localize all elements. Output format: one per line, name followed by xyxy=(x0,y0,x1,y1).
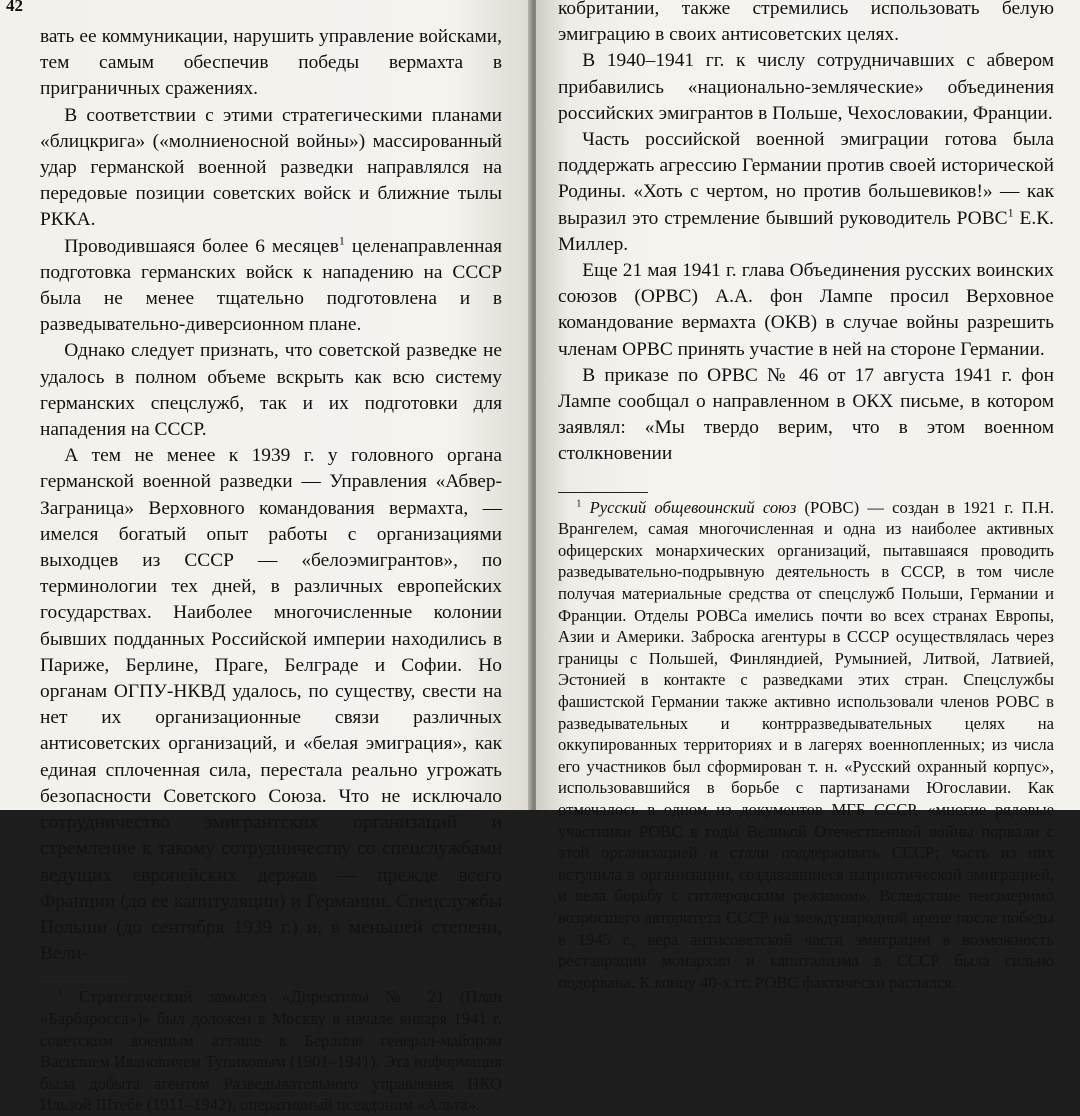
left-footnote xyxy=(40,986,502,1116)
page-number: 42 xyxy=(6,0,23,15)
paragraph xyxy=(558,127,1054,258)
left-body-text xyxy=(40,24,502,967)
paragraph: В приказе по ОРВС № 46 от 17 августа 1941 г. фон Лампе сообщал о направленном в ОКХ письме, в котором заявлял: «Мы твердо верим, что в этом военном столкновении xyxy=(558,364,1054,465)
footnote-marker: 1 xyxy=(576,498,582,510)
right-page xyxy=(536,0,1080,992)
paragraph-text: Е.К. Миллер. xyxy=(558,207,1054,255)
paragraph: вать ее коммуникации, нарушить управление войсками, тем самым обеспечив победы вермахта в приграничных сражениях. xyxy=(40,26,502,100)
footnote-marker: 1 xyxy=(58,987,64,999)
footnote-paragraph xyxy=(40,986,502,1116)
footnote-text: (РОВС) — создан в 1921 г. П.Н. Врангелем, самая многочисленная и одна из наиболее активных офицерских монархических организаций, пытавшаяся проводить разведывательно-подрывную деятельность в СССР, в том числе получая материальные средства от спецслужб Польши, Германии и Франции. Отделы РОВСа имелись почти во всех странах Европы, Азии и Америки. Заброска агентуры в СССР осуществлялась через границы с Польшей, Финляндией, Румынией, Литвой, Латвией, Эстонией в контакте с разведками этих стран. Спецслужбы фашистской Германии также активно использовали членов РОВС в разведывательных и контрразведывательных целях на оккупированных территориях и в лагерях военнопленных; из числа его участников был сформирован т. н. «Русский охранный корпус», использовавшийся в борьбе с партизанами Югославии. Как отмечалось в одном из документов МГБ СССР, «многие рядовые участники РОВС в годы Великой Отечественной войны порвали с этой организацией и стали поддерживать СССР; часть из них вступила в организации, создававшиеся патриотической эмиграцией, и вела борьбу с гитлеровским режимом». Вследствие неизмеримо возросшего авторитета СССР на международной арене после победы в 1945 г., вера антисоветской части эмиграции в возможность реставрации монархии и капитализма в СССР была сильно подорвана. К концу 40-х гг. РОВС фактически распался. xyxy=(558,497,1054,992)
paragraph: В соответствии с этими стратегическими планами «блицкрига» («молниеносной войны») массированный удар германской военной разведки направлялся на передовые позиции советских войск и ближние тылы РККА. xyxy=(40,104,502,231)
footnote-divider xyxy=(558,492,648,493)
footnote-ref[interactable]: 1 xyxy=(1007,205,1014,220)
footnote-title: Русский общевоинский союз xyxy=(589,497,797,517)
right-footnote xyxy=(558,497,1054,994)
paragraph-text: Часть российской военной эмиграции готова была поддержать агрессию Германии против своей исторической Родины. «Хоть с чертом, но против большевиков!» — как выразил это стремление бывший руководитель РОВС xyxy=(558,129,1054,229)
footnote-divider xyxy=(40,981,130,982)
paragraph: кобритании, также стремились использовать белую эмиграцию в своих антисоветских целях. xyxy=(558,0,1054,46)
footnote-paragraph xyxy=(558,497,1054,994)
paragraph: Еще 21 мая 1941 г. глава Объединения русских воинских союзов (ОРВС) А.А. фон Лампе просил Верховное командование вермахта (ОКВ) в случае войны разрешить членам ОРВС принять участие в ней на стороне Германии. xyxy=(558,260,1054,360)
footnote-ref[interactable]: 1 xyxy=(338,233,345,248)
left-page xyxy=(0,0,532,1115)
paragraph-text: целенаправленная подготовка германских войск к нападению на СССР была не менее тщательно подготовлена и в разведывательно-диверсионном плане. xyxy=(40,235,502,336)
paragraph: Однако следует признать, что советской разведке не удалось в полном объеме вскрыть как всю систему германских спецслужб, так и их подготовки для нападения на СССР. xyxy=(40,340,502,441)
paragraph xyxy=(40,234,502,339)
footnote-text: Стратегический замысел «Директивы № 21 (План «Барбаросса»)» был доложен в Москву в начале января 1941 г. советским военным атташе в Берлине генерал-майором Василием Ивановичем Тупиковым (1901–1941). Эта информация была добыта агентом Разведывательного управления НКО Ильзой Штебе (1911–1942), оперативный псевдоним «Альта». xyxy=(40,987,502,1115)
right-body-text xyxy=(558,0,1054,468)
paragraph-text: Проводившаяся более 6 месяцев xyxy=(64,235,339,257)
paragraph: А тем не менее к 1939 г. у головного органа германской военной разведки — Управления «Абвер-Заграница» Верховного командования вермахта, — имелся богатый опыт работы с организациями выходцев из СССР — «белоэмигрантов», по терминологии тех дней, в различных европейских государствах. Наиболее многочисленные колонии бывших подданных Российской империи находились в Париже, Берлине, Праге, Белграде и Софии. Но органам ОГПУ-НКВД удалось, по существу, свести на нет их организационные связи различных антисоветских организаций, и «белая эмиграция», как единая сплоченная сила, перестала реально угрожать безопасности Советского Союза. Что не исключало сотрудничество эмигрантских организаций и стремление к такому сотрудничеству со спецслужбами ведущих европейских держав — прежде всего Франции (до ее капитуляции) и Германии. Спецслужбы Польши (до сентября 1939 г.) и, в меньшей степени, Вели- xyxy=(40,445,502,965)
paragraph: В 1940–1941 гг. к числу сотрудничавших с абвером прибавились «национально-земляческие» объединения российских эмигрантов в Польше, Чехословакии, Франции. xyxy=(558,50,1054,124)
